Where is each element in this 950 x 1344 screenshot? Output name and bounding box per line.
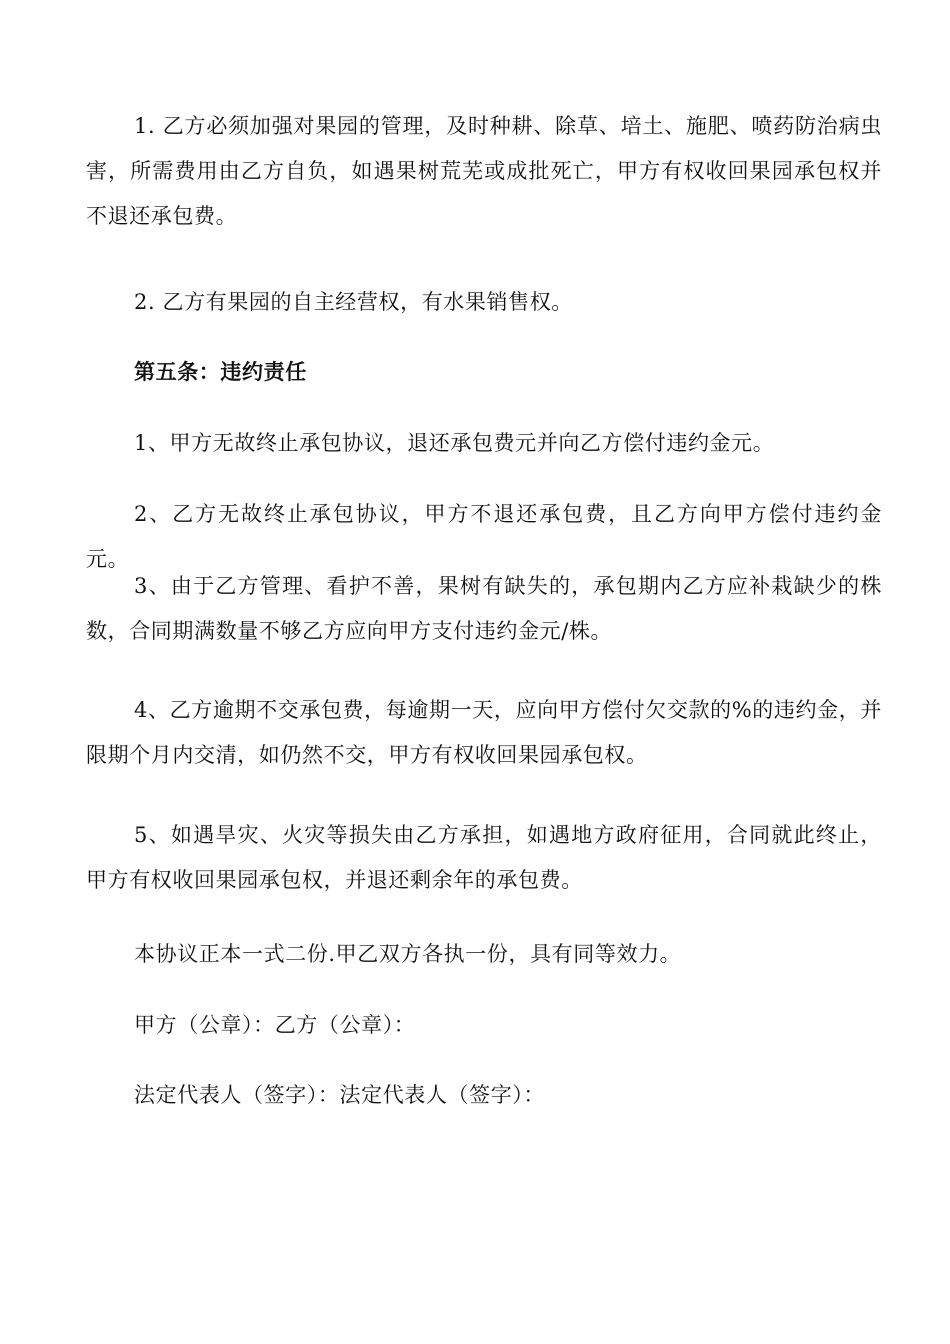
party-seals-line: 甲方（公章）：乙方（公章）： <box>134 1013 416 1037</box>
clause-5-item-2: 2、乙方无故终止承包协议，甲方不退还承包费，且乙方向甲方偿付违约金元。 <box>86 502 882 571</box>
clause-5-item-4: 4、乙方逾期不交承包费，每逾期一天，应向甲方偿付欠交款的%的违约金，并限期个月内交清，如仍然不交，甲方有权收回果园承包权。 <box>86 698 882 767</box>
clause-5-item-1: 1、甲方无故终止承包协议，退还承包费元并向乙方偿付违约金元。 <box>134 431 775 455</box>
clause-5-item-5: 5、如遇旱灾、火灾等损失由乙方承担，如遇地方政府征用，合同就此终止，甲方有权收回果园承包权，并退还剩余年的承包费。 <box>86 823 882 892</box>
legal-representative-signature-line: 法定代表人（签字）：法定代表人（签字）： <box>134 1083 545 1107</box>
section-heading-breach-liability: 第五条：违约责任 <box>134 360 307 384</box>
clause-4-item-2: 2. 乙方有果园的自主经营权，有水果销售权。 <box>134 290 573 314</box>
copies-statement: 本协议正本一式二份.甲乙双方各执一份，具有同等效力。 <box>134 942 682 966</box>
clause-4-item-1: 1. 乙方必须加强对果园的管理，及时种耕、除草、培土、施肥、喷药防治病虫害，所需费用由乙方自负，如遇果树荒芜或成批死亡，甲方有权收回果园承包权并不退还承包费。 <box>86 114 882 228</box>
clause-5-item-3: 3、由于乙方管理、看护不善，果树有缺失的，承包期内乙方应补栽缺少的株数，合同期满数量不够乙方应向甲方支付违约金元/株。 <box>86 574 882 643</box>
